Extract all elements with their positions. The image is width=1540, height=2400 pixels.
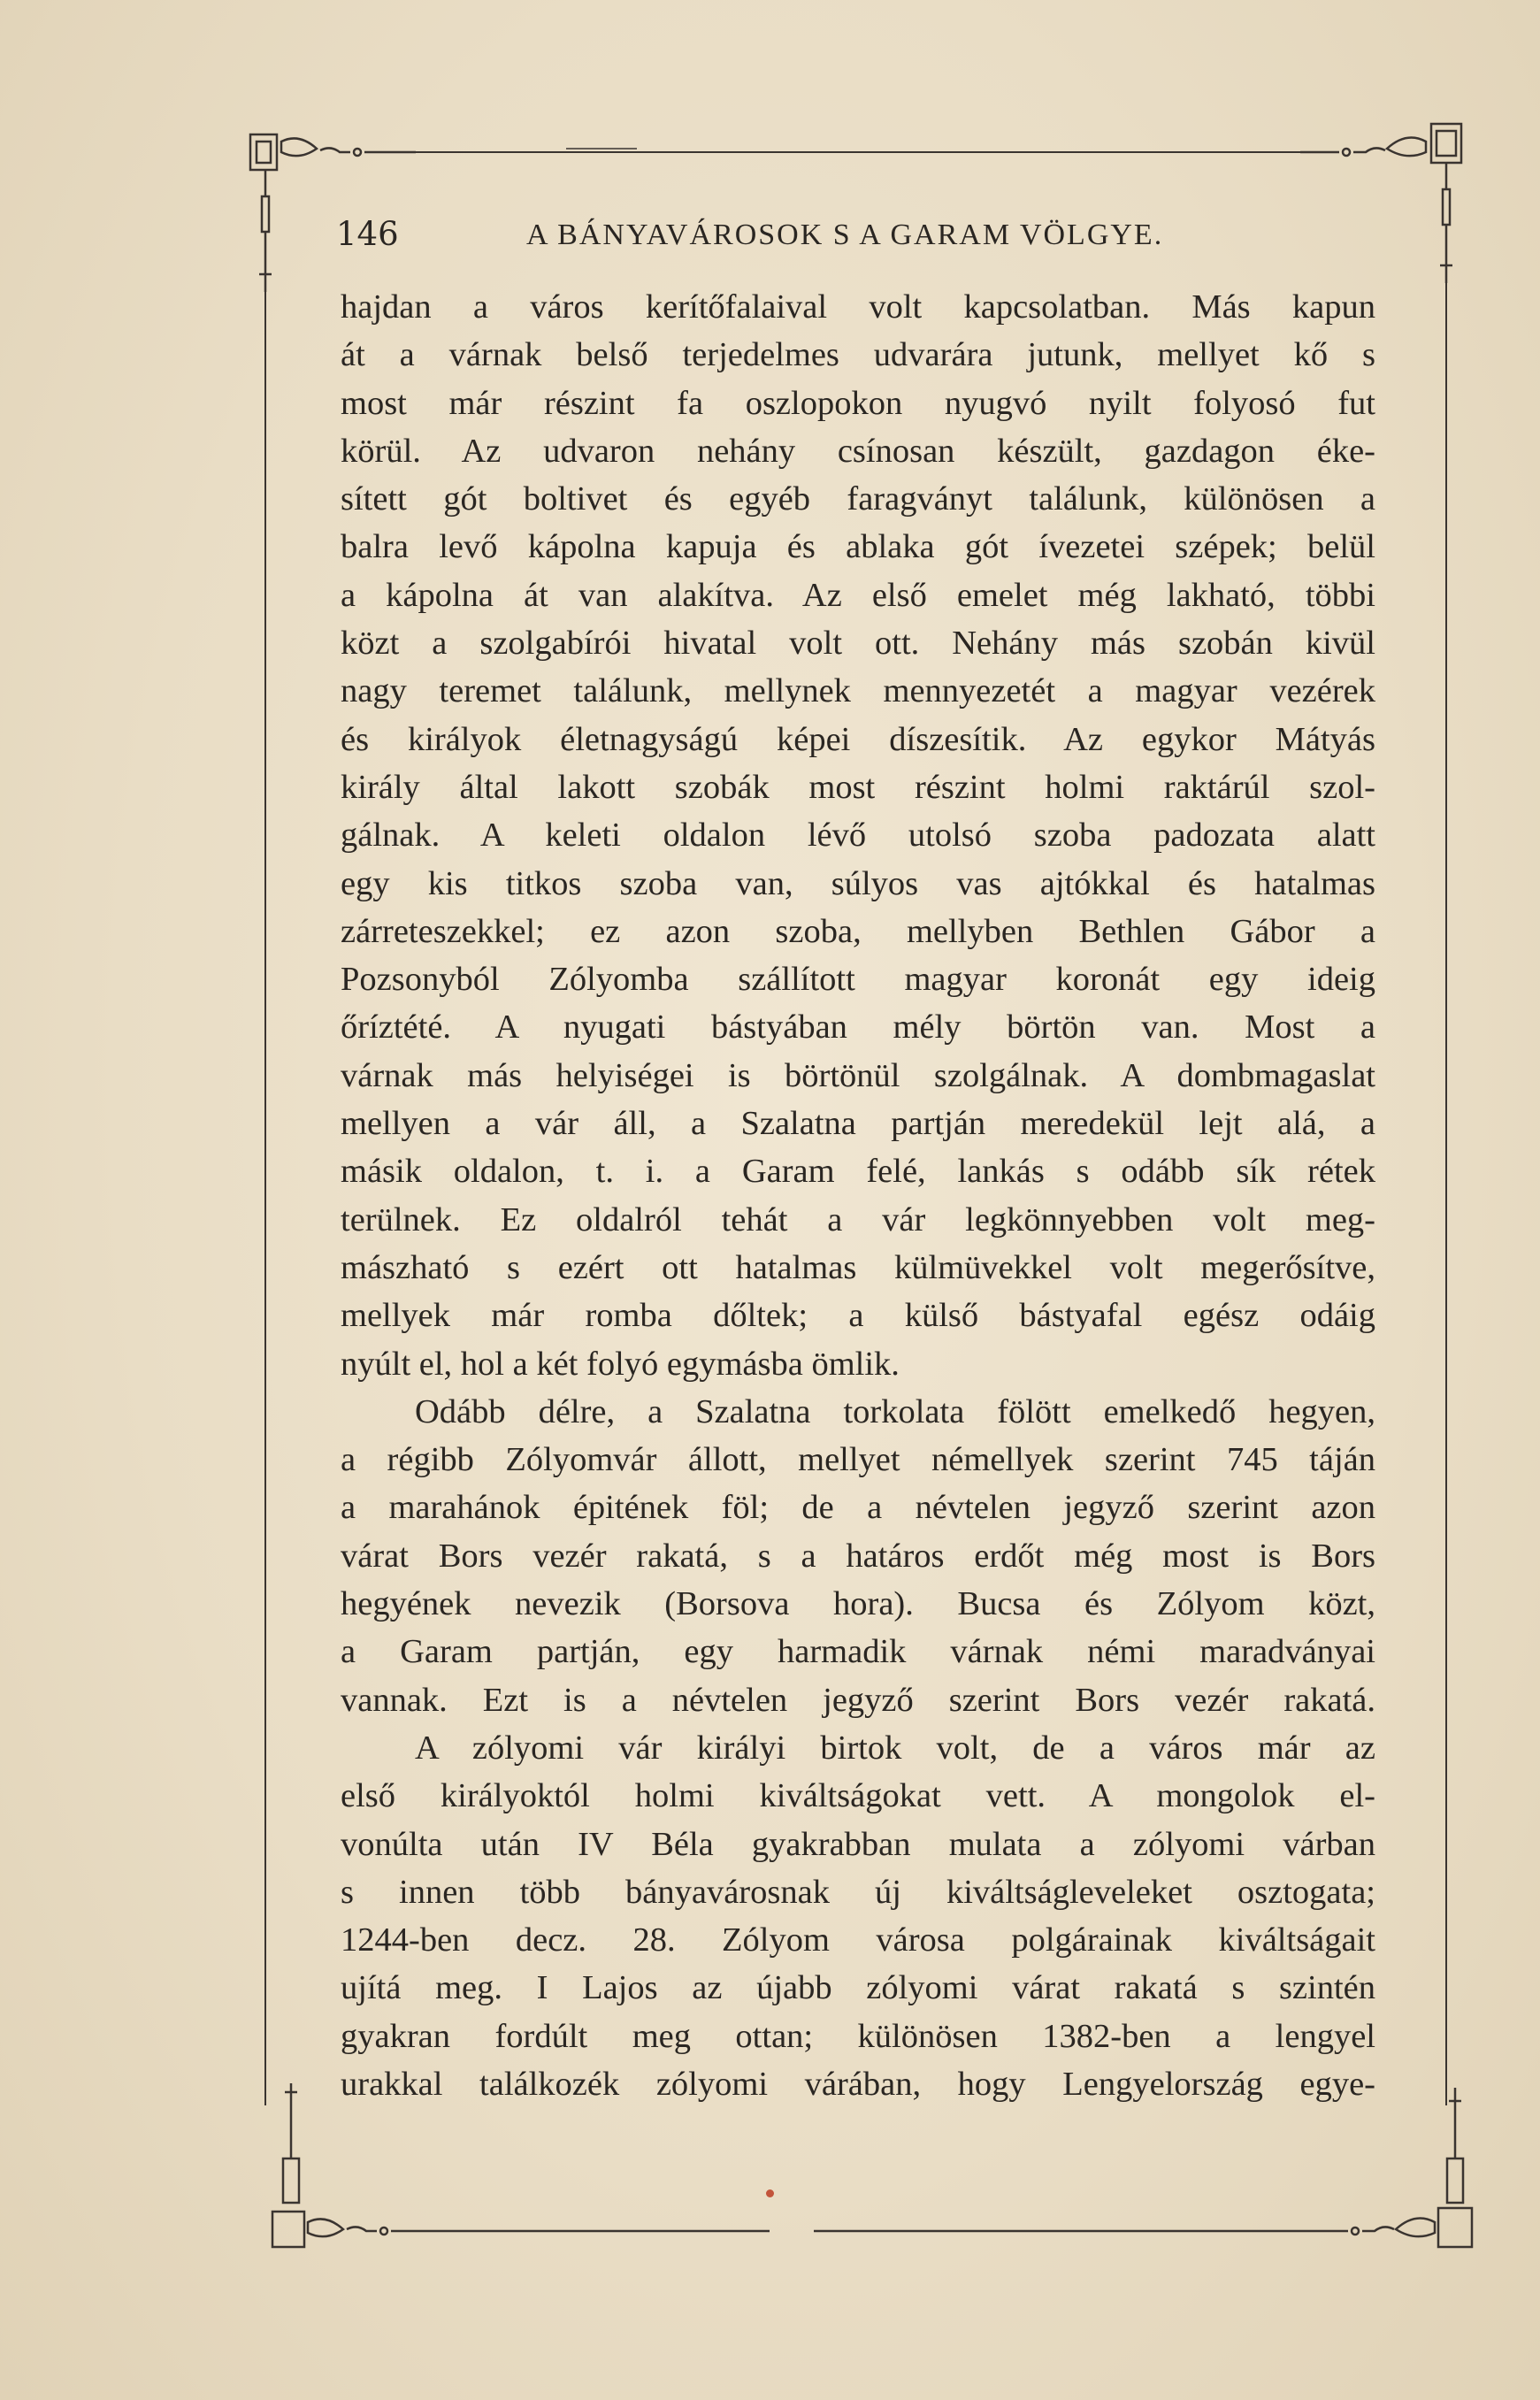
text-line: egy kis titkos szoba van, súlyos vas ajtókkal és hatalmas (341, 864, 1375, 902)
text-line: gyakran fordúlt meg ottan; különösen 1382-ben a lengyel (341, 2017, 1375, 2055)
running-title: A BÁNYAVÁROSOK S A GARAM VÖLGYE. (526, 219, 1164, 251)
text-line: mellyek már romba dőltek; a külső bástyafal egész odáig (341, 1297, 1375, 1335)
text-line: most már részint fa oszlopokon nyugvó nyilt folyosó fut (341, 384, 1375, 422)
text-line: a régibb Zólyomvár állott, mellyet némellyek szerint 745 táján (341, 1441, 1375, 1479)
text-line: balra levő kápolna kapuja és ablaka gót ívezetei szépek; belül (341, 528, 1375, 566)
text-line: első királyoktól holmi kiváltságokat vett. A mongolok el- (341, 1777, 1375, 1815)
text-line: őríztété. A nyugati bástyában mély börtön van. Most a (341, 1008, 1375, 1047)
text-line: másik oldalon, t. i. a Garam felé, lankás s odább sík rétek (341, 1153, 1375, 1191)
text-line: mellyen a vár áll, a Szalatna partján meredekül lejt alá, a (341, 1105, 1375, 1143)
top-left-corner-ornament (250, 134, 416, 292)
page-header (336, 215, 1380, 259)
text-line: át a várnak belső terjedelmes udvarára jutunk, mellyet kő s (341, 336, 1375, 374)
text-line: vonúlta után IV Béla gyakrabban mulata a zólyomi várban (341, 1825, 1375, 1863)
ink-speck (766, 2189, 774, 2197)
text-line: körül. Az udvaron nehány csínosan készült, gazdagon éke- (341, 432, 1375, 470)
text-line: a kápolna át van alakítva. Az első emelet még lakható, többi (341, 576, 1375, 614)
text-line: 1244-ben decz. 28. Zólyom városa polgárainak kiváltságait (341, 1921, 1375, 1959)
text-line: közt a szolgabírói hivatal volt ott. Nehány más szobán kivül (341, 625, 1375, 663)
paragraph-start-line: A zólyomi vár királyi birtok volt, de a város már az (415, 1729, 1375, 1767)
text-line: sített gót boltivet és egyéb faragványt találunk, különösen a (341, 480, 1375, 518)
top-right-corner-ornament (1300, 124, 1461, 283)
paragraph-end-line: vannak. Ezt is a névtelen jegyző szerint Bors vezér rakatá. (341, 1681, 1375, 1719)
text-line: király által lakott szobák most részint holmi raktárúl szol- (341, 768, 1375, 806)
page-number: 146 (336, 215, 399, 253)
text-line: várat Bors vezér rakatá, s a határos erdőt még most is Bors (341, 1537, 1375, 1575)
top-rule (416, 149, 1300, 152)
text-line: és királyok életnagyságú képei díszesítik. Az egykor Mátyás (341, 720, 1375, 758)
text-line: terülnek. Ez oldalról tehát a vár legkönnyebben volt meg- (341, 1200, 1375, 1238)
paragraph-start-line: Odább délre, a Szalatna torkolata fölött emelkedő hegyen, (415, 1392, 1375, 1430)
text-line: Pozsonyból Zólyomba szállított magyar koronát egy ideig (341, 961, 1375, 999)
text-line: hajdan a város kerítőfalaival volt kapcsolatban. Más kapun (341, 288, 1375, 326)
text-line: nagy teremet találunk, mellynek mennyezetét a magyar vezérek (341, 672, 1375, 710)
text-line: a Garam partján, egy harmadik várnak némi maradványai (341, 1633, 1375, 1671)
text-line: a marahánok épitének föl; de a névtelen jegyző szerint azon (341, 1489, 1375, 1527)
text-line: zárreteszekkel; ez azon szoba, mellyben Bethlen Gábor a (341, 912, 1375, 950)
text-line: urakkal találkozék zólyomi várában, hogy Lengyelország egye- (341, 2065, 1375, 2103)
text-line: ujítá meg. I Lajos az újabb zólyomi várat rakatá s szintén (341, 1969, 1375, 2007)
text-line: hegyének nevezik (Borsova hora). Bucsa és Zólyom közt, (341, 1585, 1375, 1623)
text-line: mászható s ezért ott hatalmas külmüvekkel volt megerősítve, (341, 1248, 1375, 1286)
paragraph-end-line: nyúlt el, hol a két folyó egymásba ömlik. (341, 1345, 900, 1383)
bottom-right-corner-ornament (814, 2088, 1472, 2247)
text-line: gálnak. A keleti oldalon lévő utolsó szoba padozata alatt (341, 817, 1375, 855)
text-line: várnak más helyiségei is börtönül szolgálnak. A dombmagaslat (341, 1056, 1375, 1094)
text-line: s innen több bányavárosnak új kiváltságleveleket osztogata; (341, 1873, 1375, 1911)
body-text (341, 283, 1375, 2108)
